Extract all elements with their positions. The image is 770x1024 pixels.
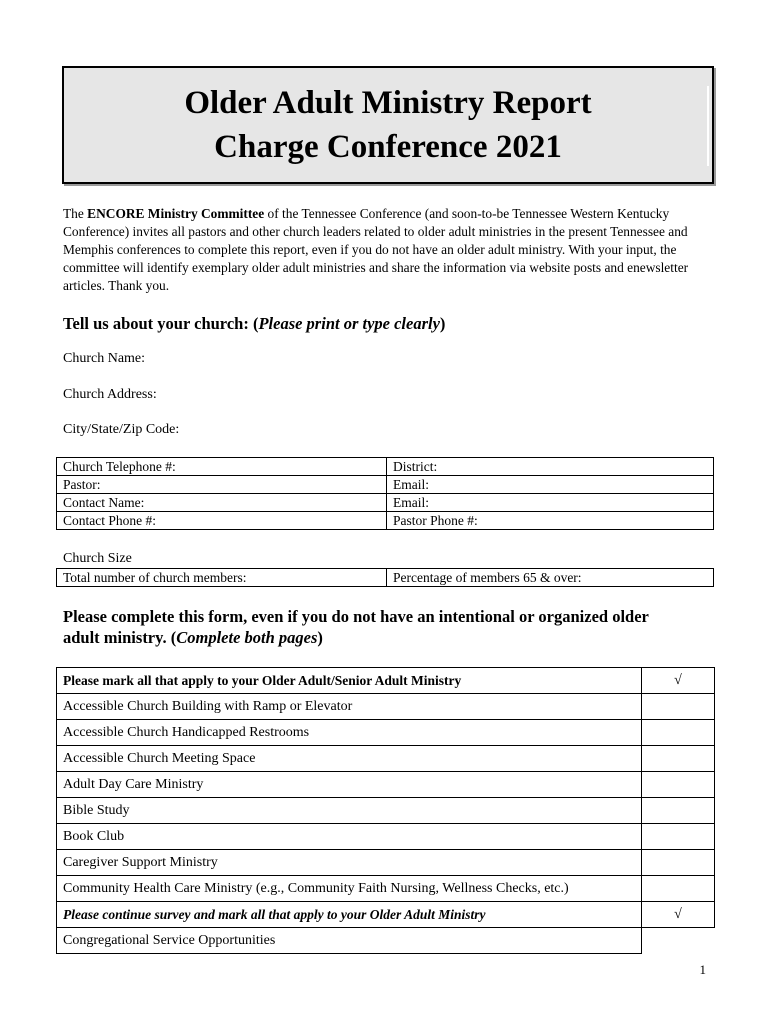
ministry-checklist-table bbox=[56, 667, 715, 954]
city-state-zip-field[interactable]: City/State/Zip Code: bbox=[63, 422, 180, 437]
church-name-field[interactable]: Church Name: bbox=[63, 351, 146, 366]
pastor-field[interactable]: Pastor: bbox=[57, 476, 387, 494]
table-row bbox=[57, 928, 715, 954]
church-size-label: Church Size bbox=[63, 551, 132, 566]
checklist-item-label: Book Club bbox=[57, 824, 642, 850]
checkbox-cell[interactable] bbox=[642, 824, 715, 850]
total-members-field[interactable]: Total number of church members: bbox=[57, 569, 387, 587]
checklist-item-label: Community Health Care Ministry (e.g., Community Faith Nursing, Wellness Checks, etc.) bbox=[57, 876, 642, 902]
contact-email-field[interactable]: Email: bbox=[387, 494, 714, 512]
church-heading-text: Tell us about your church: ( bbox=[63, 314, 259, 333]
table-row bbox=[57, 850, 715, 876]
contact-info-table bbox=[56, 457, 714, 530]
intro-paragraph bbox=[63, 205, 713, 295]
checklist-continue-header: Please continue survey and mark all that apply to your Older Adult Ministry bbox=[57, 902, 642, 928]
title-box-edge bbox=[707, 86, 709, 166]
checkbox-cell[interactable] bbox=[642, 876, 715, 902]
checkbox-cell[interactable] bbox=[642, 720, 715, 746]
checklist-header: Please mark all that apply to your Older Adult/Senior Adult Ministry bbox=[57, 668, 642, 694]
table-row bbox=[57, 458, 714, 476]
form-heading-italic: Complete both pages bbox=[176, 628, 318, 647]
church-address-field[interactable]: Church Address: bbox=[63, 387, 157, 402]
table-row bbox=[57, 772, 715, 798]
check-mark-continue-header: √ bbox=[642, 902, 715, 928]
checklist-item-label: Accessible Church Building with Ramp or Elevator bbox=[57, 694, 642, 720]
church-heading-italic: Please print or type clearly bbox=[258, 314, 440, 333]
checkbox-cell[interactable] bbox=[642, 798, 715, 824]
form-heading-close: ) bbox=[317, 628, 323, 647]
form-heading-line1: Please complete this form, even if you do not have an intentional or organized older bbox=[63, 607, 649, 626]
intro-prefix: The bbox=[63, 206, 88, 221]
table-row bbox=[57, 494, 714, 512]
church-size-table bbox=[56, 568, 714, 587]
form-section-heading bbox=[63, 606, 649, 648]
table-row bbox=[57, 746, 715, 772]
table-row bbox=[57, 720, 715, 746]
report-subtitle: Charge Conference 2021 bbox=[214, 129, 562, 165]
page-number: 1 bbox=[699, 962, 706, 977]
checklist-item-label: Accessible Church Meeting Space bbox=[57, 746, 642, 772]
table-row bbox=[57, 569, 714, 587]
table-row bbox=[57, 694, 715, 720]
checkbox-cell[interactable] bbox=[642, 928, 715, 954]
checkbox-cell[interactable] bbox=[642, 746, 715, 772]
table-row bbox=[57, 798, 715, 824]
contact-phone-field[interactable]: Contact Phone #: bbox=[57, 512, 387, 530]
table-row bbox=[57, 824, 715, 850]
pastor-phone-field[interactable]: Pastor Phone #: bbox=[387, 512, 714, 530]
church-telephone-field[interactable]: Church Telephone #: bbox=[57, 458, 387, 476]
church-section-heading bbox=[63, 313, 445, 334]
checklist-continue-row bbox=[57, 902, 715, 928]
checklist-item-label: Bible Study bbox=[57, 798, 642, 824]
checklist-item-label: Adult Day Care Ministry bbox=[57, 772, 642, 798]
table-row bbox=[57, 476, 714, 494]
checklist-item-label: Congregational Service Opportunities bbox=[57, 928, 642, 954]
check-mark-header: √ bbox=[642, 668, 715, 694]
table-row bbox=[57, 876, 715, 902]
pastor-email-field[interactable]: Email: bbox=[387, 476, 714, 494]
intro-committee-name: ENCORE Ministry Committee bbox=[87, 206, 265, 221]
form-heading-line2 bbox=[63, 627, 649, 648]
title-box bbox=[62, 66, 714, 184]
percentage-65-field[interactable]: Percentage of members 65 & over: bbox=[387, 569, 714, 587]
checkbox-cell[interactable] bbox=[642, 850, 715, 876]
report-title: Older Adult Ministry Report bbox=[184, 85, 592, 121]
checkbox-cell[interactable] bbox=[642, 772, 715, 798]
checkbox-cell[interactable] bbox=[642, 694, 715, 720]
contact-name-field[interactable]: Contact Name: bbox=[57, 494, 387, 512]
church-heading-close: ) bbox=[439, 314, 446, 333]
checklist-item-label: Caregiver Support Ministry bbox=[57, 850, 642, 876]
form-heading-prefix: adult ministry. ( bbox=[63, 628, 177, 647]
district-field[interactable]: District: bbox=[387, 458, 714, 476]
intro-body: of the Tennessee Conference (and soon-to-be Tennessee Western Kentucky Conference) invites all pastors and other church leaders related to older adult ministries in the present Tennessee and Memphis conferences to complete this report, even if you do not have an older adult ministry. With your input, the committee will identify exemplary older adult ministries and share the information via website posts and enewsletter articles. Thank you. bbox=[63, 206, 689, 293]
table-row bbox=[57, 512, 714, 530]
checklist-header-row bbox=[57, 668, 715, 694]
checklist-item-label: Accessible Church Handicapped Restrooms bbox=[57, 720, 642, 746]
